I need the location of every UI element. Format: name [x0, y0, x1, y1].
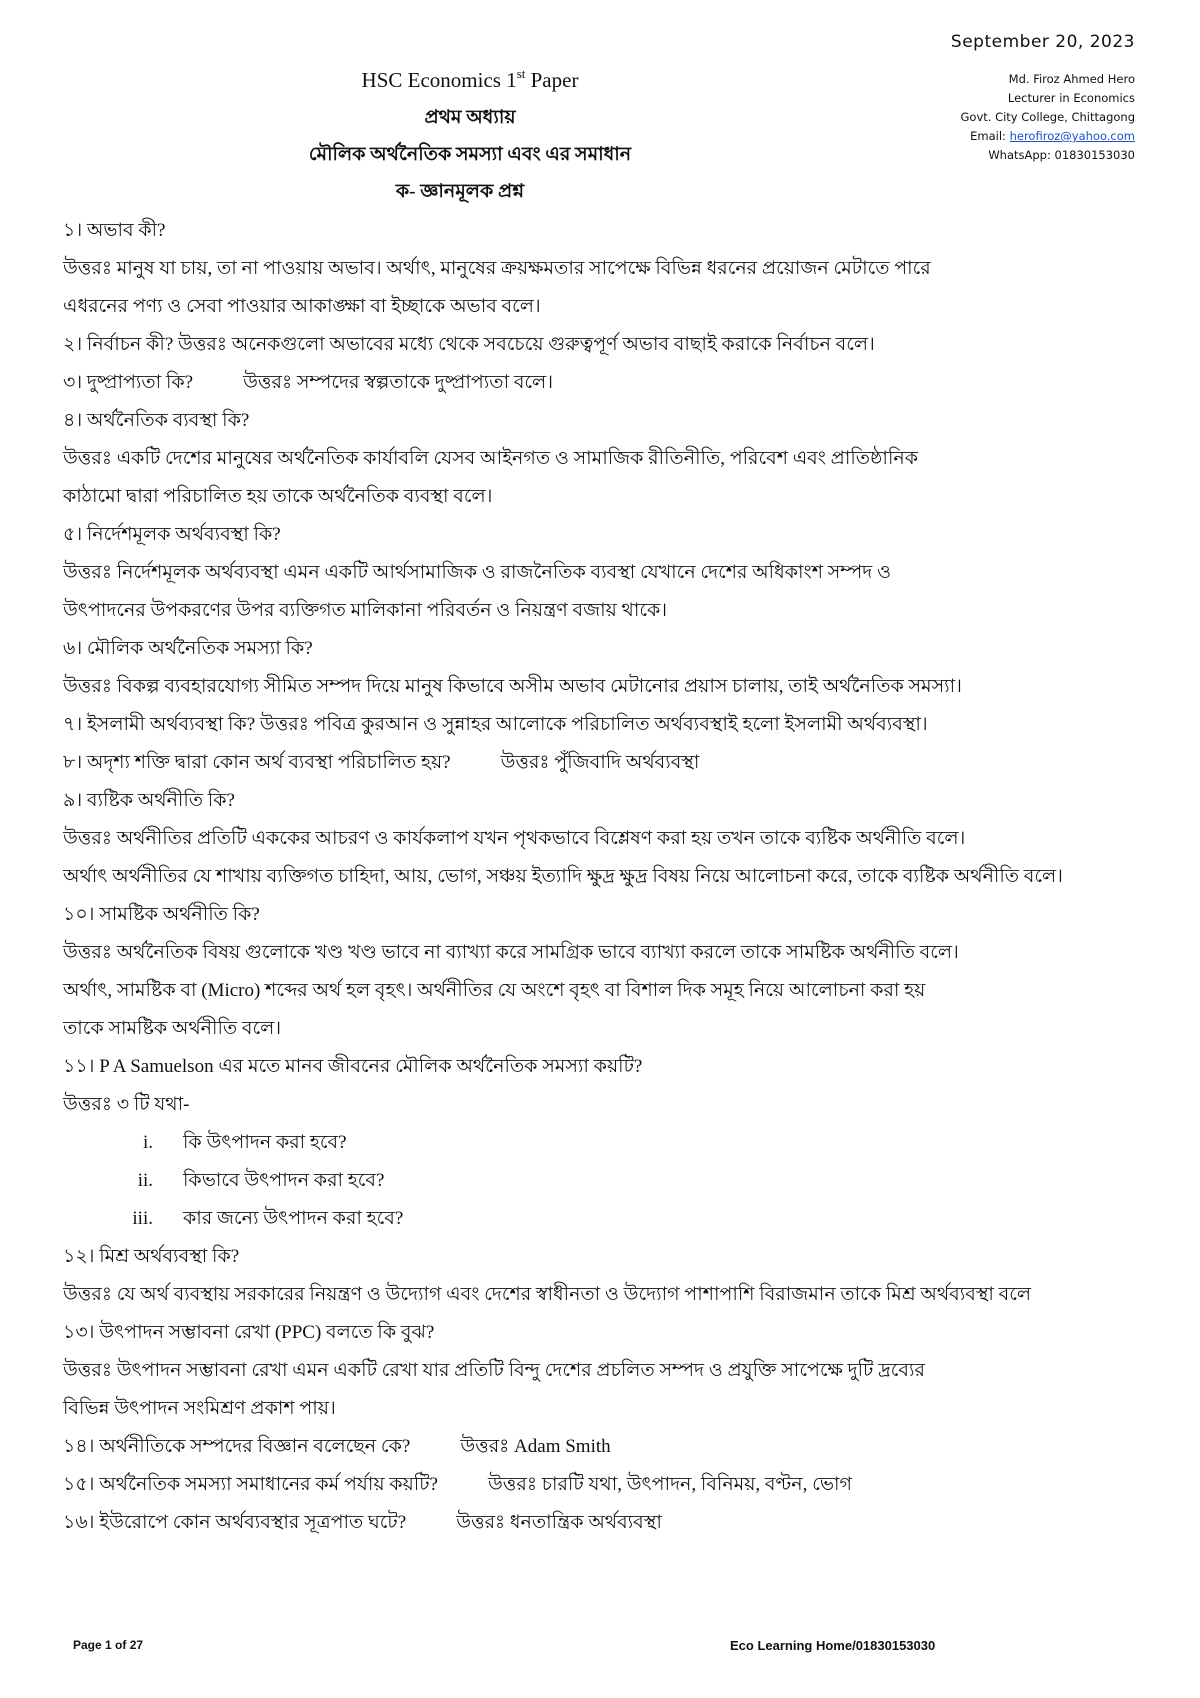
answer-10-line-1: উত্তরঃ অর্থনৈতিক বিষয় গুলোকে খণ্ড খণ্ড ভাবে না ব্যাখ্যা করে সামগ্রিক ভাবে ব্যাখ্যা করলে তাকে সামষ্টিক অর্থনীতি বলে।	[63, 942, 959, 963]
answer-1-line-2: এধরনের পণ্য ও সেবা পাওয়ার আকাঙ্ক্ষা বা ইচ্ছাকে অভাব বলে।	[63, 296, 541, 317]
list-number: i.	[142, 1132, 153, 1153]
question-13: ১৩। উৎপাদন সম্ভাবনা রেখা (PPC) বলতে কি বুঝ?	[63, 1322, 435, 1343]
answer-9-line-2: অর্থাৎ অর্থনীতির যে শাখায় ব্যক্তিগত চাহিদা, আয়, ভোগ, সঞ্চয় ইত্যাদি ক্ষুদ্র ক্ষুদ্র বিষয় নিয়ে আলোচনা করে, তাকে ব্যষ্টিক অর্থনীতি বলে।	[63, 866, 1063, 887]
answer-8: উত্তরঃ পুঁজিবাদি অর্থব্যবস্থা	[500, 752, 700, 773]
question-1: ১। অভাব কী?	[63, 220, 166, 241]
answer-4-line-1: উত্তরঃ একটি দেশের মানুষের অর্থনৈতিক কার্যাবলি যেসব আইনগত ও সামাজিক রীতিনীতি, পরিবেশ এবং প্রাতিষ্ঠানিক	[63, 448, 919, 469]
list-item	[63, 1200, 1143, 1238]
document-title: HSC Economics 1st Paper	[361, 66, 579, 92]
question-8-row	[63, 744, 1143, 782]
answer-10-line-3: তাকে সামষ্টিক অর্থনীতি বলে।	[63, 1018, 282, 1039]
document-date: September 20, 2023	[950, 32, 1135, 52]
question-10: ১০। সামষ্টিক অর্থনীতি কি?	[63, 904, 260, 925]
email-label: Email:	[970, 129, 1010, 143]
section-heading: ক- জ্ঞানমূলক প্রশ্ন	[395, 181, 525, 202]
answer-10-line-2: অর্থাৎ, সামষ্টিক বা (Micro) শব্দের অর্থ হল বৃহৎ। অর্থনীতির যে অংশে বৃহৎ বা বিশাল দিক সমূহ নিয়ে আলোচনা করা হয়	[63, 980, 926, 1001]
question-5: ৫। নির্দেশমূলক অর্থব্যবস্থা কি?	[63, 524, 281, 545]
answer-13-line-1: উত্তরঃ উৎপাদন সম্ভাবনা রেখা এমন একটি রেখা যার প্রতিটি বিন্দু দেশের প্রচলিত সম্পদ ও প্রযুক্তি সাপেক্ষে দুটি দ্রব্যের	[63, 1360, 925, 1381]
question-12: ১২। মিশ্র অর্থব্যবস্থা কি?	[63, 1246, 240, 1267]
author-name: Md. Firoz Ahmed Hero	[1008, 72, 1135, 86]
list-number: ii.	[137, 1170, 153, 1191]
qa-content	[63, 212, 1143, 1542]
author-position: Lecturer in Economics	[1007, 91, 1135, 105]
question-14: ১৪। অর্থনীতিকে সম্পদের বিজ্ঞান বলেছেন কে?	[63, 1436, 411, 1457]
question-8: ৮। অদৃশ্য শক্তি দ্বারা কোন অর্থ ব্যবস্থা পরিচালিত হয়?	[63, 752, 451, 773]
list-item	[63, 1162, 1143, 1200]
question-7: ৭। ইসলামী অর্থব্যবস্থা কি? উত্তরঃ পবিত্র কুরআন ও সুন্নাহর আলোকে পরিচালিত অর্থব্যবস্থাই হলো ইসলামী অর্থব্যবস্থা।	[63, 714, 928, 735]
question-16-row	[63, 1504, 1143, 1542]
question-2: ২। নির্বাচন কী? উত্তরঃ অনেকগুলো অভাবের মধ্যে থেকে সবচেয়ে গুরুত্বপূর্ণ অভাব বাছাই করাকে নির্বাচন বলে।	[63, 334, 875, 355]
author-college: Govt. City College, Chittagong	[960, 110, 1135, 124]
answer-9-line-1: উত্তরঃ অর্থনীতির প্রতিটি এককের আচরণ ও কার্যকলাপ যখন পৃথকভাবে বিশ্লেষণ করা হয় তখন তাকে ব্যষ্টিক অর্থনীতি বলে।	[63, 828, 966, 849]
question-6: ৬। মৌলিক অর্থনৈতিক সমস্যা কি?	[63, 638, 313, 659]
question-4: ৪। অর্থনৈতিক ব্যবস্থা কি?	[63, 410, 250, 431]
title-superscript: st	[516, 66, 526, 81]
question-14-row	[63, 1428, 1143, 1466]
author-info	[961, 70, 1136, 165]
answer-5-line-2: উৎপাদনের উপকরণের উপর ব্যক্তিগত মালিকানা পরিবর্তন ও নিয়ন্ত্রণ বজায় থাকে।	[63, 600, 668, 621]
page-number: Page 1 of 27	[73, 1638, 144, 1652]
answer-1-line-1: উত্তরঃ মানুষ যা চায়, তা না পাওয়ায় অভাব। অর্থাৎ, মানুষের ক্রয়ক্ষমতার সাপেক্ষে বিভিন্ন ধরনের প্রয়োজন মেটাতে পারে	[63, 258, 931, 279]
question-11: ১১। P A Samuelson এর মতে মানব জীবনের মৌলিক অর্থনৈতিক সমস্যা কয়টি?	[63, 1056, 643, 1077]
question-9: ৯। ব্যষ্টিক অর্থনীতি কি?	[63, 790, 235, 811]
chapter-title: মৌলিক অর্থনৈতিক সমস্যা এবং এর সমাধান	[308, 144, 632, 165]
answer-4-line-2: কাঠামো দ্বারা পরিচালিত হয় তাকে অর্থনৈতিক ব্যবস্থা বলে।	[63, 486, 493, 507]
question-16: ১৬। ইউরোপে কোন অর্থব্যবস্থার সূত্রপাত ঘটে?	[63, 1512, 407, 1533]
question-3: ৩। দুষ্প্রাপ্যতা কি?	[63, 372, 194, 393]
author-email-row	[961, 127, 1136, 146]
answer-13-line-2: বিভিন্ন উৎপাদন সংমিশ্রণ প্রকাশ পায়।	[63, 1398, 336, 1419]
list-text: কার জন্যে উৎপাদন করা হবে?	[183, 1208, 404, 1229]
chapter-heading: প্রথম অধ্যায়	[424, 107, 516, 128]
answer-16: উত্তরঃ ধনতান্ত্রিক অর্থব্যবস্থা	[456, 1512, 662, 1533]
list-text: কিভাবে উৎপাদন করা হবে?	[183, 1170, 385, 1191]
answer-5-line-1: উত্তরঃ নির্দেশমূলক অর্থব্যবস্থা এমন একটি আর্থসামাজিক ও রাজনৈতিক ব্যবস্থা যেখানে দেশের অধিকাংশ সম্পদ ও	[63, 562, 891, 583]
question-15: ১৫। অর্থনৈতিক সমস্যা সমাধানের কর্ম পর্যায় কয়টি?	[63, 1474, 438, 1495]
footer-right: Eco Learning Home/01830153030	[730, 1638, 936, 1653]
email-link[interactable]: herofiroz@yahoo.com	[1009, 129, 1135, 143]
list-number: iii.	[132, 1208, 153, 1229]
answer-15: উত্তরঃ চারটি যথা, উৎপাদন, বিনিময়, বণ্টন, ভোগ	[487, 1474, 852, 1495]
author-whatsapp: WhatsApp: 01830153030	[988, 148, 1135, 162]
question-15-row	[63, 1466, 1143, 1504]
list-text: কি উৎপাদন করা হবে?	[183, 1132, 347, 1153]
answer-6: উত্তরঃ বিকল্প ব্যবহারযোগ্য সীমিত সম্পদ দিয়ে মানুষ কিভাবে অসীম অভাব মেটানোর প্রয়াস চালায়, তাই অর্থনৈতিক সমস্যা।	[63, 676, 962, 697]
list-item	[63, 1124, 1143, 1162]
answer-12: উত্তরঃ যে অর্থ ব্যবস্থায় সরকারের নিয়ন্ত্রণ ও উদ্যোগ এবং দেশের স্বাধীনতা ও উদ্যোগ পাশাপাশি বিরাজমান তাকে মিশ্র অর্থব্যবস্থা বলে	[63, 1284, 1032, 1305]
question-3-row	[63, 364, 1143, 402]
answer-11: উত্তরঃ ৩ টি যথা-	[63, 1094, 190, 1115]
answer-14: উত্তরঃ Adam Smith	[460, 1436, 611, 1457]
answer-3: উত্তরঃ সম্পদের স্বল্পতাকে দুষ্প্রাপ্যতা বলে।	[243, 372, 553, 393]
